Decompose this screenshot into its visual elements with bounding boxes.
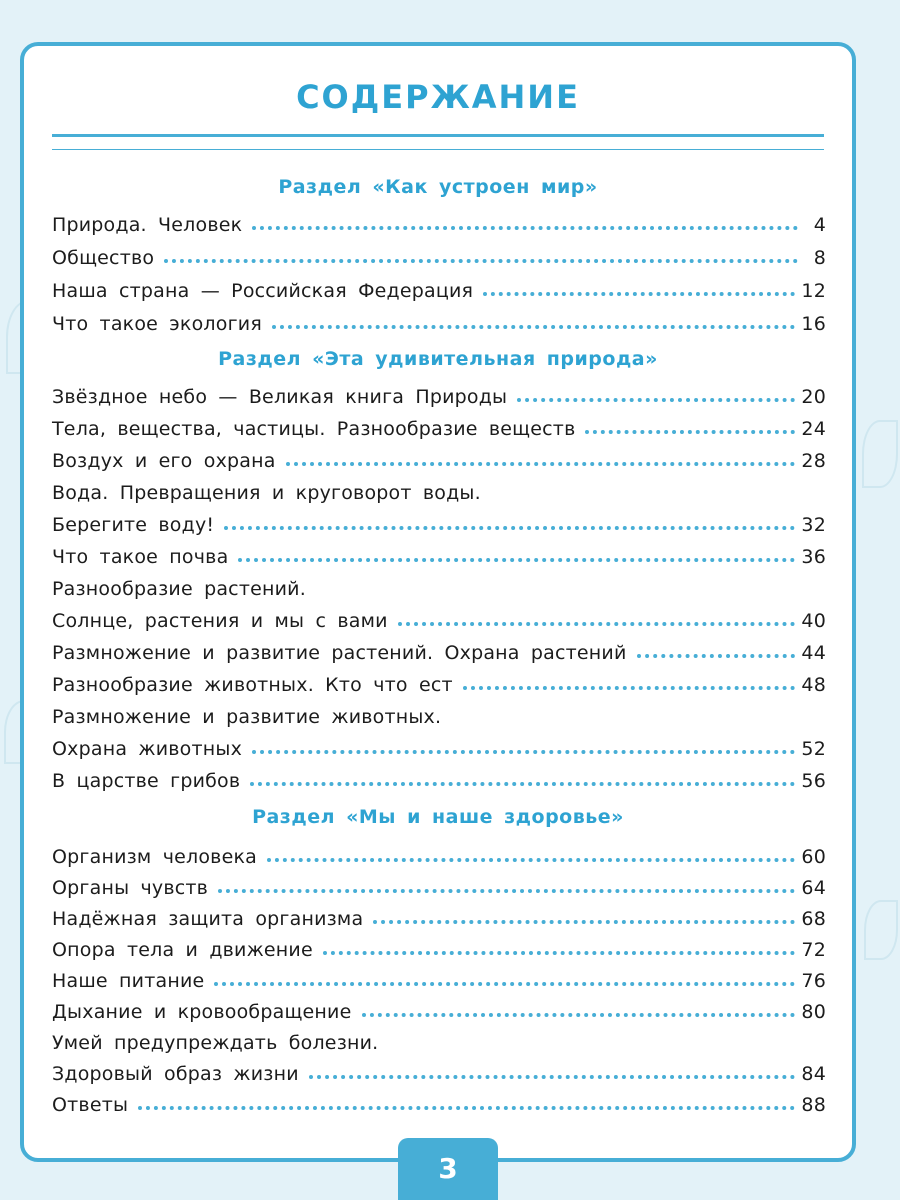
dot-leader <box>238 558 795 562</box>
entry-label: Природа. Человек <box>52 214 243 236</box>
dot-leader <box>218 889 795 893</box>
toc-entry[interactable] <box>52 931 826 961</box>
contents-frame <box>20 42 856 1162</box>
entry-page: 52 <box>801 738 826 760</box>
dot-leader <box>286 462 796 466</box>
section-heading: Раздел «Как устроен мир» <box>278 176 598 198</box>
entry-label: Что такое экология <box>52 313 262 335</box>
toc-entry[interactable] <box>52 698 826 728</box>
dot-leader <box>252 750 795 754</box>
dot-leader <box>224 526 795 530</box>
entry-page: 80 <box>801 1001 826 1023</box>
toc-entry[interactable] <box>52 442 826 472</box>
entry-label: В царстве грибов <box>52 770 241 792</box>
section-heading: Раздел «Мы и наше здоровье» <box>252 806 624 828</box>
dot-leader <box>267 858 795 862</box>
toc-entry[interactable] <box>52 305 826 335</box>
dot-leader <box>252 226 798 230</box>
entry-label: Общество <box>52 247 155 269</box>
page-number-tab <box>398 1138 498 1200</box>
entry-label: Берегите воду! <box>52 514 215 536</box>
toc-entry[interactable] <box>52 602 826 632</box>
toc-entry[interactable] <box>52 762 826 792</box>
dot-leader <box>483 292 795 296</box>
dot-leader <box>373 920 795 924</box>
title-divider <box>52 134 824 150</box>
entry-label: Тела, вещества, частицы. Разнообразие веществ <box>52 418 576 440</box>
toc-entry[interactable] <box>52 378 826 408</box>
entry-label: Дыхание и кровообращение <box>52 1001 352 1023</box>
entry-page: 16 <box>801 313 826 335</box>
entry-label: Воздух и его охрана <box>52 450 276 472</box>
dot-leader <box>463 686 796 690</box>
entry-page: 68 <box>801 908 826 930</box>
toc-entry[interactable] <box>52 666 826 696</box>
toc-entry[interactable] <box>52 1086 826 1116</box>
dot-leader <box>637 654 796 658</box>
entry-label: Вода. Превращения и круговорот воды. <box>52 482 481 504</box>
toc-entry[interactable] <box>52 206 826 236</box>
entry-label: Солнце, растения и мы с вами <box>52 610 388 632</box>
entry-label: Разнообразие растений. <box>52 578 306 600</box>
entry-page: 76 <box>801 970 826 992</box>
entry-label: Надёжная защита организма <box>52 908 364 930</box>
section-heading: Раздел «Эта удивительная природа» <box>218 348 658 370</box>
entry-page: 56 <box>801 770 826 792</box>
background-leaf-decoration <box>862 420 898 488</box>
entry-page: 64 <box>801 877 826 899</box>
dot-leader <box>309 1075 796 1079</box>
toc-entry[interactable] <box>52 993 826 1023</box>
entry-page: 28 <box>801 450 826 472</box>
toc-entry[interactable] <box>52 730 826 760</box>
background-leaf-decoration <box>864 900 898 960</box>
entry-label: Опора тела и движение <box>52 939 313 961</box>
toc-entry[interactable] <box>52 474 826 504</box>
entry-label: Органы чувств <box>52 877 209 899</box>
entry-label: Разнообразие животных. Кто что ест <box>52 674 453 696</box>
entry-page: 88 <box>801 1094 826 1116</box>
toc-entry[interactable] <box>52 1024 826 1054</box>
entry-label: Размножение и развитие животных. <box>52 706 442 728</box>
toc-entry[interactable] <box>52 838 826 868</box>
entry-label: Здоровый образ жизни <box>52 1063 299 1085</box>
dot-leader <box>272 325 795 329</box>
entry-page: 8 <box>813 247 826 269</box>
page-number: 3 <box>438 1152 458 1185</box>
entry-label: Звёздное небо — Великая книга Природы <box>52 386 508 408</box>
dot-leader <box>585 430 795 434</box>
entry-page: 12 <box>801 280 826 302</box>
entry-label: Наша страна — Российская Федерация <box>52 280 474 302</box>
toc-entry[interactable] <box>52 506 826 536</box>
page-title: СОДЕРЖАНИЕ <box>296 78 580 116</box>
toc-entry[interactable] <box>52 1055 826 1085</box>
toc-entry[interactable] <box>52 869 826 899</box>
entry-page: 84 <box>801 1063 826 1085</box>
entry-label: Наше питание <box>52 970 205 992</box>
entry-label: Организм человека <box>52 846 257 868</box>
entry-page: 4 <box>813 214 826 236</box>
toc-entry[interactable] <box>52 239 826 269</box>
entry-page: 60 <box>801 846 826 868</box>
toc-entry[interactable] <box>52 900 826 930</box>
entry-page: 40 <box>801 610 826 632</box>
dot-leader <box>250 782 795 786</box>
dot-leader <box>517 398 795 402</box>
entry-page: 32 <box>801 514 826 536</box>
entry-page: 24 <box>801 418 826 440</box>
entry-label: Охрана животных <box>52 738 243 760</box>
dot-leader <box>323 951 796 955</box>
toc-entry[interactable] <box>52 272 826 302</box>
toc-entry[interactable] <box>52 538 826 568</box>
entry-label: Умей предупреждать болезни. <box>52 1032 379 1054</box>
dot-leader <box>214 982 795 986</box>
dot-leader <box>164 259 798 263</box>
entry-page: 20 <box>801 386 826 408</box>
entry-label: Ответы <box>52 1094 129 1116</box>
entry-page: 48 <box>801 674 826 696</box>
toc-entry[interactable] <box>52 410 826 440</box>
entry-page: 36 <box>801 546 826 568</box>
entry-label: Что такое почва <box>52 546 229 568</box>
entry-label: Размножение и развитие растений. Охрана растений <box>52 642 627 664</box>
toc-entry[interactable] <box>52 634 826 664</box>
dot-leader <box>138 1106 795 1110</box>
dot-leader <box>398 622 796 626</box>
toc-entry[interactable] <box>52 962 826 992</box>
entry-page: 44 <box>801 642 826 664</box>
dot-leader <box>362 1013 796 1017</box>
toc-entry[interactable] <box>52 570 826 600</box>
entry-page: 72 <box>801 939 826 961</box>
